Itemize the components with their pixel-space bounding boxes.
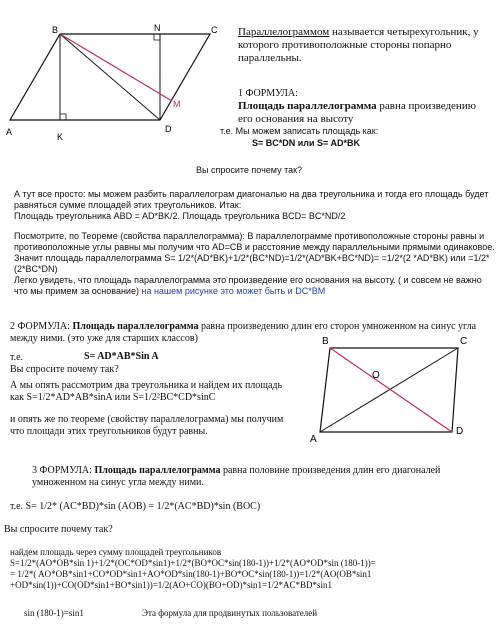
label-d-2: D	[456, 426, 464, 437]
formula2-expression: S= AD*AB*Sin A	[84, 351, 159, 362]
formula2-text: равна произведению длин его сторон умноженном на синус угла между ними. (это уже для старших классов)	[10, 321, 477, 344]
diagonal-ac	[320, 348, 458, 432]
label-c: C	[211, 25, 218, 35]
right-angle-n	[154, 34, 160, 40]
formula2-p2: и опять же по теореме (свойству параллелограмма) мы получим что площади этих треугольников будут равны.	[10, 414, 284, 437]
label-n: N	[154, 23, 161, 33]
formula2-why: Вы спросите почему так?	[10, 364, 119, 375]
explanation-p4-note: на нашем рисунке это может быть и DC*BM	[138, 286, 326, 296]
formula1-te: т.е. Мы можем записать площадь как:	[220, 126, 379, 136]
formula2-p1: А мы опять рассмотрим два треугольника и найдем их площадь как S=1/2*AD*AB*sinA или S=1/2²BC*CD*sinC	[10, 380, 283, 403]
formula3-line1: S=1/2*(AO*OB*sin 1)+1/2*(OC*OD*sin1)+1/2*(BO*OC*sin(180-1))+1/2*(AO*OD*sin (180-1))=	[10, 558, 376, 568]
explanation-p1: А тут все просто: мы можем разбить параллелограм диагональю на два треугольника и тогда его площадь будет равняться сумме площадей этих треугольников. Итак:	[14, 189, 489, 210]
explanation-block	[14, 189, 496, 297]
formula1-label: 1 ФОРМУЛА:	[238, 88, 298, 99]
parallelogram-figure-1	[0, 22, 230, 150]
formula3-text: равна половине произведения длин его диагоналей умноженном на синус угла между ними.	[32, 465, 441, 488]
formula1-text: равна произведению его основания на высоту	[238, 100, 476, 125]
label-a: A	[6, 127, 13, 137]
parallelogram-figure-2	[306, 330, 500, 448]
label-c-2: C	[460, 336, 468, 347]
formula3-sin-identity: sin (180-1)=sin1	[24, 608, 84, 618]
label-b: B	[52, 25, 59, 35]
height-bm	[60, 34, 172, 101]
label-o: O	[372, 370, 380, 381]
explanation-p4: Легко увидеть, что площадь параллелограмма это произведение его основания на высоту. ( и совсем не важно что мы примем за основание)	[14, 275, 482, 296]
definition	[238, 26, 493, 65]
definition-term: Параллелограммом	[238, 26, 330, 38]
right-angle-k	[60, 114, 66, 120]
explanation-p2: Площадь треугольника ABD = AD*BK/2. Площадь треугольника BCD= BC*ND/2	[14, 211, 346, 221]
formula1-expression: S= BC*DN или S= AD*BK	[252, 138, 360, 148]
label-m: M	[173, 99, 181, 109]
label-k: K	[57, 132, 64, 142]
label-b-2: B	[322, 336, 329, 347]
diagonal-bd	[60, 34, 160, 120]
formula3-intro: найдем площадь через сумму площадей треугольников	[10, 547, 222, 557]
formula3-title: Площадь параллелограмма	[94, 465, 221, 476]
formula2-label: 2 ФОРМУЛА:	[10, 321, 70, 332]
formula2-te: т.е.	[10, 352, 24, 363]
formula3-line2: = 1/2*( AO*OB*sin1+CO*OD*sin1+AO*OD*sin(180-1)+BO*OC*sin(180-1))=1/2*(AO(OB*sin1	[10, 569, 372, 579]
formula3-label: 3 ФОРМУЛА:	[32, 465, 92, 476]
label-d: D	[165, 124, 172, 134]
label-a-2: A	[310, 434, 317, 445]
formula3-te: т.е. S= 1/2* (AC*BD)*sin (AOB) = 1/2*(AC*BD)*sin (BOC)	[10, 501, 261, 512]
definition-text: называется четырехугольник, у которого противоположные стороны попарно параллельны.	[238, 26, 479, 64]
explanation-p3: Посмотрите, по Теореме (свойства параллелограмма): В параллелограмме противоположные стороны равны и противоположные углы равны мы получим что AD=CB и расстояние между параллельными прямыми одинаковое. Значит площадь параллелограмма S= 1/2*(AD*BK)+1/2*(BC*ND)=1/2*(AD*BK+BC*ND)= =1/2*(2 *AD*BK) или =1/2*(2*BC*DN)	[14, 231, 495, 274]
formula3-derivation	[10, 547, 498, 591]
formula3-header	[32, 465, 494, 489]
diagonal-bd-2	[330, 348, 452, 432]
formula1-header	[238, 88, 493, 126]
formula1-title: Площадь параллелограмма	[238, 100, 377, 112]
formula3-line3: +OD*sin(1))+CO(OD*sin1+BO*sin1))=1/2(AO+CO)(BO+OD)*sin1=1/2*AC*BD*sin1	[10, 580, 333, 590]
formula2-title: Площадь параллелограмма	[72, 321, 199, 332]
formula3-note: Эта формула для продвинутых пользователей	[142, 608, 318, 618]
formula1-why: Вы спросите почему так?	[196, 165, 303, 175]
formula3-why: Вы спросите почему так?	[4, 524, 113, 535]
